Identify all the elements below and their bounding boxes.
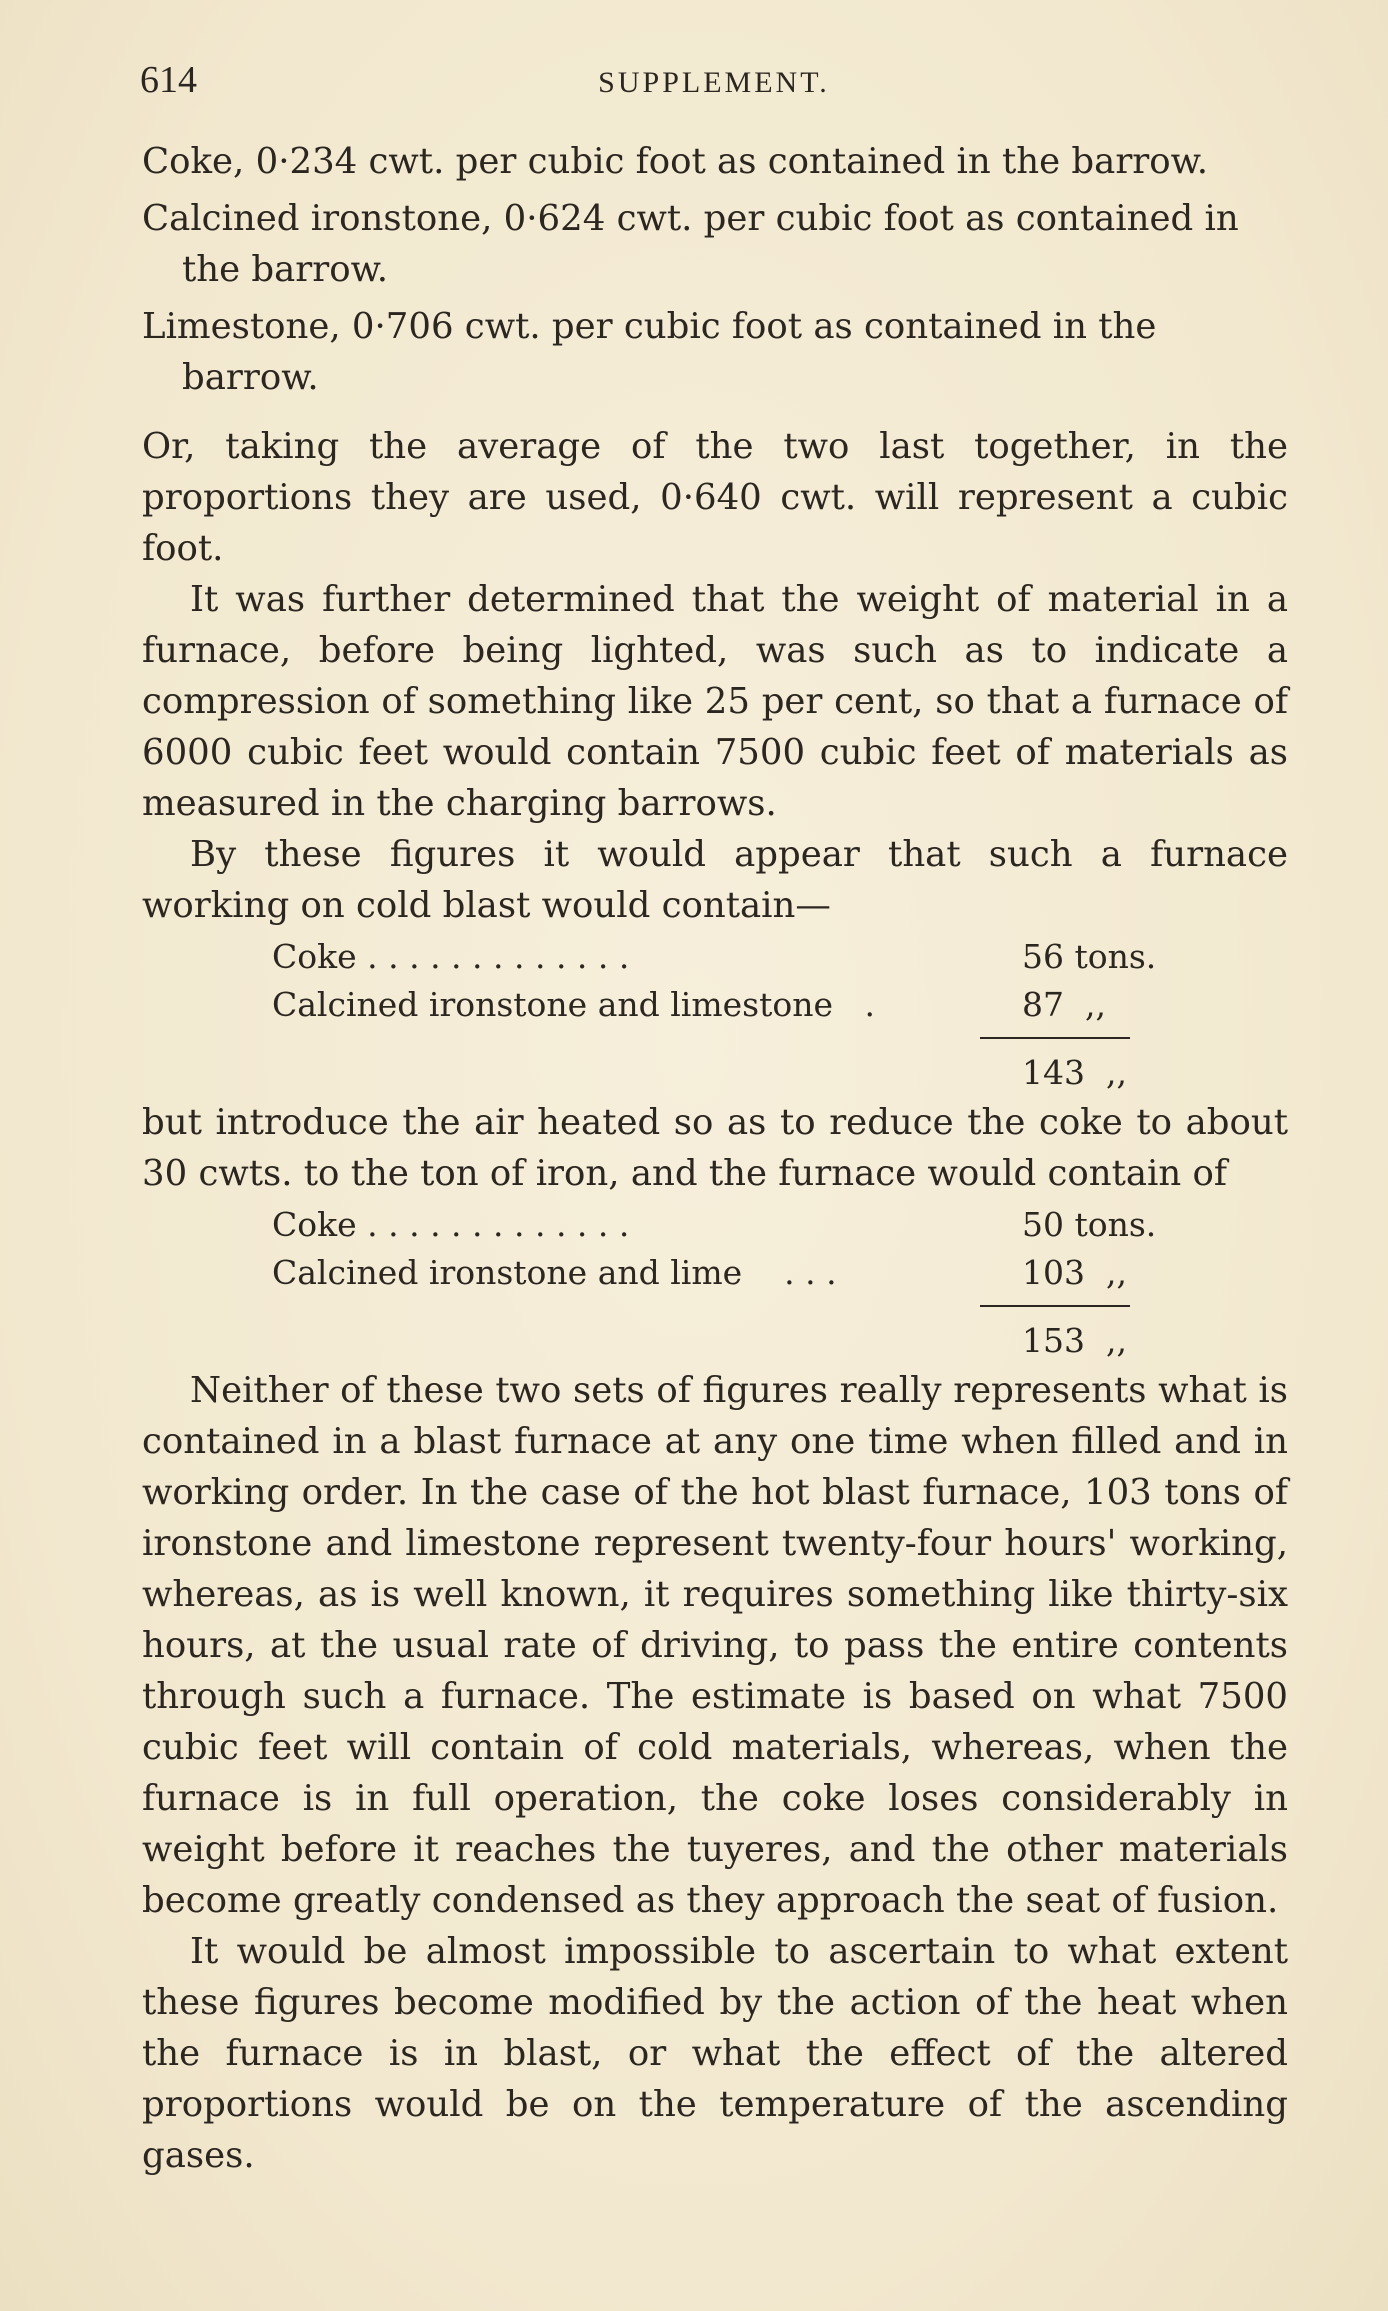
density-limestone: Limestone, 0·706 cwt. per cubic foot as contained in the barrow. <box>142 306 1157 398</box>
row-label: Calcined ironstone and limestone . <box>272 985 875 1024</box>
paragraph-compression: It was further determined that the weight of material in a furnace, before being lighted, was such as to indicate a compression of something like 25 per cent, so that a furnace of 6000 cubic feet would contain 7500 cubic feet of materials as measured in the charging barrows. <box>142 579 1288 824</box>
paragraph-average: Or, taking the average of the two last together, in the proportions they are used, 0·640 cwt. will represent a cubic foot. <box>142 426 1288 569</box>
sum-rule <box>980 1037 1130 1039</box>
row-value: 87 ,, <box>1022 985 1106 1024</box>
row-value: 56 tons. <box>1022 937 1157 976</box>
total-value: 143 ,, <box>1022 1053 1127 1092</box>
row-value: 103 ,, <box>1022 1253 1127 1292</box>
paragraph-neither: Neither of these two sets of figures really represents what is contained in a blast furnace at any one time when filled and in working order. In the case of the hot blast furnace, 103 tons of ironstone and limestone represent twenty-four hours' working, whereas, as is well known, it requires something like thirty-six hours, at the usual rate of driving, to pass the entire contents through such a furnace. The estimate is based on what 7500 cubic feet will contain of cold materials, whereas, when the furnace is in full operation, the coke loses considerably in weight before it reaches the tuyeres, and the other materials become greatly condensed as they approach the seat of fusion. <box>142 1370 1288 1921</box>
table-row <box>142 979 1288 1027</box>
total-value: 153 ,, <box>1022 1321 1127 1360</box>
sum-rule <box>980 1305 1130 1307</box>
hot-blast-table <box>142 1199 1288 1365</box>
total-row <box>142 1295 1288 1365</box>
running-title: SUPPLEMENT. <box>598 66 830 99</box>
cold-blast-table <box>142 931 1288 1097</box>
row-label: Coke . . . . . . . . . . . . . <box>272 937 630 976</box>
density-coke: Coke, 0·234 cwt. per cubic foot as contained in the barrow. <box>142 141 1209 182</box>
paragraph-impossible: It would be almost impossible to ascertain to what extent these figures become modified by the action of the heat when the furnace is in blast, or what the effect of the altered proportions would be on the temperature of the ascending gases. <box>142 1931 1288 2176</box>
paragraph-hot-blast: but introduce the air heated so as to reduce the coke to about 30 cwts. to the ton of iron, and the furnace would contain of <box>142 1102 1288 1194</box>
table-row <box>142 1247 1288 1295</box>
page-header <box>138 58 1290 110</box>
density-ironstone: Calcined ironstone, 0·624 cwt. per cubic foot as contained in the barrow. <box>142 198 1239 290</box>
table-row <box>142 931 1288 979</box>
row-value: 50 tons. <box>1022 1205 1157 1244</box>
total-row <box>142 1027 1288 1097</box>
table-row <box>142 1199 1288 1247</box>
row-label: Coke . . . . . . . . . . . . . <box>272 1205 630 1244</box>
page-number: 614 <box>140 59 197 101</box>
row-label: Calcined ironstone and lime . . . <box>272 1253 837 1292</box>
paragraph-cold-blast: By these figures it would appear that such a furnace working on cold blast would contain— <box>142 834 1288 926</box>
page-body <box>142 136 1288 2181</box>
